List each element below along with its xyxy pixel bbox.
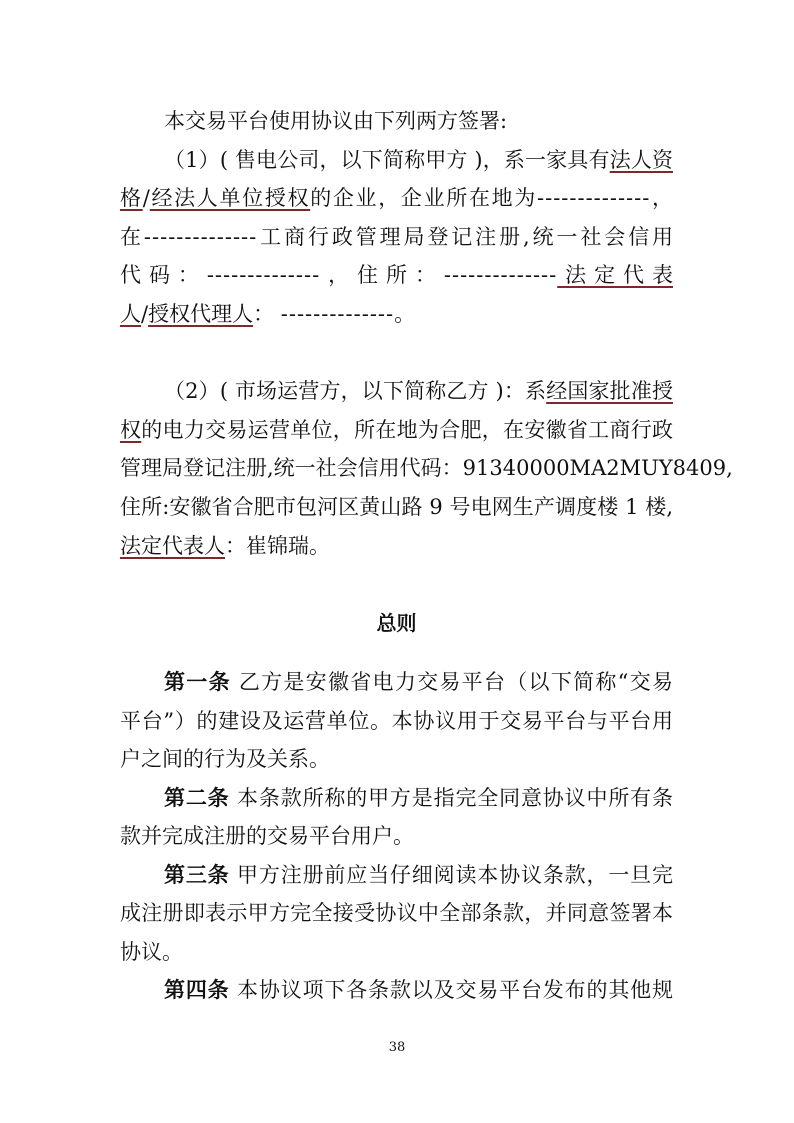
blank-field: -------------- bbox=[206, 263, 321, 287]
blank-field: -------------- bbox=[537, 186, 651, 210]
party2-line-1: （2）( 市场运营方，以下简称乙方 )：系经国家批准授 bbox=[164, 379, 673, 403]
page-number: 38 bbox=[388, 1040, 406, 1055]
article-label: 第四条 bbox=[164, 977, 230, 1002]
article-2-line-2: 款并完成注册的交易平台用户。 bbox=[120, 824, 414, 848]
article-1-line-2: 平台”）的建设及运营单位。本协议用于交易平台与平台用 bbox=[120, 709, 673, 733]
article-label: 第二条 bbox=[164, 785, 230, 810]
article-4-line-1: 第四条 本协议项下各条款以及交易平台发布的其他规 bbox=[164, 977, 673, 1002]
article-3-line-2: 成注册即表示甲方完全接受协议中全部条款，并同意签署本 bbox=[120, 901, 673, 925]
article-1-line-3: 户之间的行为及关系。 bbox=[120, 747, 330, 771]
blank-field: -------------- bbox=[280, 302, 395, 326]
legal-person-link: 法人资 bbox=[609, 148, 673, 172]
party1-line-2: 格/经法人单位授权的企业，企业所在地为--------------， bbox=[120, 186, 674, 210]
party2-line-3: 管理局登记注册,统一社会信用代码：91340000MA2MUY8409, bbox=[120, 456, 733, 480]
article-3-line-1: 第三条 甲方注册前应当仔细阅读本协议条款，一旦完 bbox=[164, 862, 673, 887]
article-label: 第三条 bbox=[164, 862, 230, 887]
party2-line-2: 权的电力交易运营单位，所在地为合肥，在安徽省工商行政 bbox=[120, 418, 673, 442]
article-3-line-3: 协议。 bbox=[120, 940, 183, 964]
article-label: 第一条 bbox=[164, 669, 231, 694]
party1-line-3: 在--------------工商行政管理局登记注册,统一社会信用 bbox=[120, 225, 673, 249]
blank-field: -------------- bbox=[143, 225, 258, 249]
section-heading: 总则 bbox=[376, 611, 417, 635]
intro-line: 本交易平台使用协议由下列两方签署: bbox=[164, 109, 508, 133]
blank-field: -------------- bbox=[443, 263, 558, 287]
party1-line-5: 人/授权代理人： --------------。 bbox=[120, 302, 416, 326]
party2-line-4: 住所:安徽省合肥市包河区黄山路 9 号电网生产调度楼 1 楼, bbox=[120, 495, 673, 519]
article-2-line-1: 第二条 本条款所称的甲方是指完全同意协议中所有条 bbox=[164, 785, 673, 810]
article-1-line-1: 第一条 乙方是安徽省电力交易平台（以下简称“交易 bbox=[164, 669, 673, 694]
party1-line-4: 代码：--------------，住所：--------------法定代表 bbox=[120, 263, 674, 287]
party1-line-1: （1）( 售电公司，以下简称甲方 )，系一家具有法人资 bbox=[164, 148, 673, 172]
party2-line-5: 法定代表人：崔锦瑞。 bbox=[120, 534, 330, 558]
